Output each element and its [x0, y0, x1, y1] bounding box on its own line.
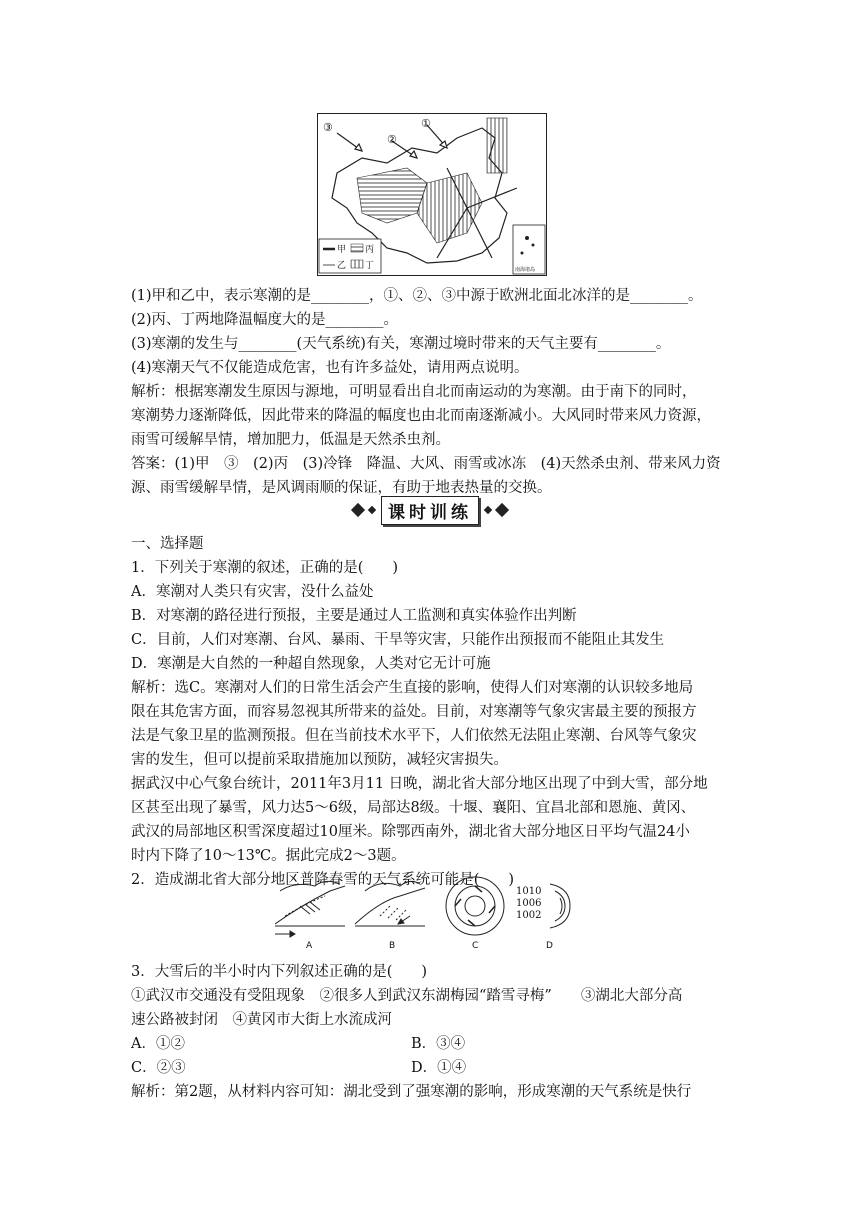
question-line: (1)甲和乙中，表示寒潮的是________，①、②、③中源于欧洲北面北冰洋的是________。: [131, 288, 703, 304]
q1-stem: 1．下列关于寒潮的叙述，正确的是( ): [131, 560, 399, 576]
question-line: (4)寒潮天气不仅能造成危害，也有许多益处，请用两点说明。: [131, 360, 529, 376]
legend-bing: 丙: [365, 245, 375, 255]
material-line: 武汉的局部地区积雪深度超过10厘米。除鄂西南外，湖北省大部分地区日平均气温24小: [131, 824, 690, 840]
q1-analysis-line: 法是气象卫星的监测预报。但在当前技术水平下，人们依然无法阻止寒潮、台风等气象灾: [131, 728, 697, 744]
isobar-label: 1010: [516, 886, 542, 897]
figure-label-a: A: [306, 941, 313, 951]
figure-label-c: C: [472, 941, 479, 951]
exercise-block: [131, 532, 737, 892]
exercise-heading: 一、选择题: [131, 536, 204, 552]
q1-analysis-line: 害的发生，但可以提前采取措施加以预防，减轻灾害损失。: [131, 752, 508, 768]
q3-option-b: B．③④: [411, 1036, 466, 1052]
q3-stem: 3．大雪后的半小时内下列叙述正确的是( ): [131, 964, 428, 980]
top-question-block: [131, 284, 737, 500]
figure-a: [275, 881, 345, 937]
q1-option-c: C．目前，人们对寒潮、台风、暴雨、干旱等灾害，只能作出预报而不能阻止其发生: [131, 632, 665, 648]
q3-option-a: A．①②: [131, 1036, 185, 1052]
q1-analysis-line: 解析：选C。寒潮对人们的日常生活会产生直接的影响，使得人们对寒潮的认识较多地局: [131, 680, 694, 696]
inset-label: 南海诸岛: [515, 267, 536, 273]
figure-c: [446, 877, 504, 935]
q3-block: [131, 960, 737, 1104]
section-banner: [330, 496, 530, 524]
q3-options-row: [131, 1056, 737, 1080]
diamond-icon: [495, 503, 509, 517]
q3-items-line: 速公路被封闭 ④黄冈市大街上水流成河: [131, 1012, 392, 1028]
q3-option-c: C．②③: [131, 1060, 186, 1076]
analysis-line: 雨雪可缓解旱情，增加肥力，低温是天然杀虫剂。: [131, 432, 450, 448]
isobar-label: 1002: [516, 910, 542, 921]
material-line: 区甚至出现了暴雪，风力达5～6级，局部达8级。十堰、襄阳、宜昌北部和恩施、黄冈、: [131, 800, 696, 816]
q1-option-a: A．寒潮对人类只有灾害，没什么益处: [131, 584, 374, 600]
figure-d: [550, 884, 570, 928]
bottom-analysis-line: 解析：第2题，从材料内容可知：湖北受到了强寒潮的影响，形成寒潮的天气系统是快行: [131, 1084, 692, 1100]
cold-wave-map-figure: [317, 113, 547, 276]
section-title: 课时训练: [381, 496, 479, 525]
material-line: 据武汉中心气象台统计，2011年3月11 日晚，湖北省大部分地区出现了中到大雪，部分地: [131, 776, 708, 792]
question-line: (3)寒潮的发生与________(天气系统)有关，寒潮过境时带来的天气主要有________。: [131, 336, 671, 352]
figure-b: [355, 881, 425, 926]
legend-jia: 甲: [337, 245, 347, 255]
answer-line: 源、雨雪缓解旱情，是风调雨顺的保证，有助于地表热量的交换。: [131, 480, 552, 496]
q3-options-row: [131, 1032, 737, 1056]
legend-yi: 乙: [337, 261, 347, 271]
q1-analysis-line: 限在其危害方面，而容易忽视其所带来的益处。目前，对寒潮等气象灾害最主要的预报方: [131, 704, 697, 720]
figure-label-b: B: [389, 941, 396, 951]
diamond-icon: [368, 506, 376, 514]
q1-option-b: B．对寒潮的路径进行预报，主要是通过人工监测和真实体验作出判断: [131, 608, 577, 624]
weather-systems-figure: [270, 876, 580, 952]
marker-1: ①: [421, 117, 431, 130]
material-line: 时内下降了10～13℃。据此完成2～3题。: [131, 848, 406, 864]
q3-option-d: D．①④: [411, 1060, 467, 1076]
marker-2: ②: [387, 133, 397, 146]
isobar-label: 1006: [516, 898, 542, 909]
q3-items-line: ①武汉市交通没有受阻现象 ②很多人到武汉东湖梅园“踏雪寻梅” ③湖北大部分高: [131, 988, 683, 1004]
diamond-icon: [484, 506, 492, 514]
q1-option-d: D．寒潮是大自然的一种超自然现象，人类对它无计可施: [131, 656, 491, 672]
analysis-line: 解析：根据寒潮发生原因与源地，可明显看出自北而南运动的为寒潮。由于南下的同时，: [131, 384, 697, 400]
legend-ding: 丁: [365, 261, 375, 271]
figure-label-d: D: [546, 941, 553, 951]
analysis-line: 寒潮势力逐渐降低，因此带来的降温的幅度也由北而南逐渐减小。大风同时带来风力资源，: [131, 408, 711, 424]
question-line: (2)丙、丁两地降温幅度大的是________。: [131, 312, 399, 328]
marker-3: ③: [323, 121, 333, 134]
diamond-icon: [351, 503, 365, 517]
answer-line: 答案：(1)甲 ③ (2)丙 (3)冷锋 降温、大风、雨雪或冰冻 (4)天然杀虫剂、带来风力资: [131, 456, 721, 472]
q2-stem: 2．造成湖北省大部分地区普降春雪的天气系统可能是( ): [131, 872, 515, 888]
